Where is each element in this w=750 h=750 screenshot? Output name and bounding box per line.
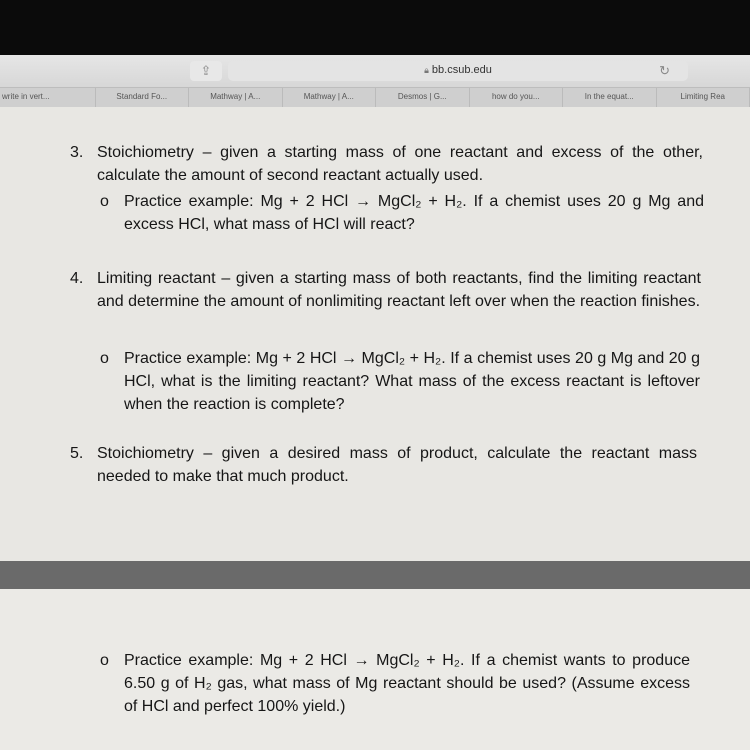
- bookmark-item[interactable]: how do you...: [470, 88, 564, 108]
- monitor-bezel: [0, 0, 750, 55]
- bookmark-item[interactable]: Desmos | G...: [376, 88, 470, 108]
- bullet-icon: o: [100, 193, 109, 210]
- share-icon[interactable]: ⇪: [190, 61, 222, 81]
- bookmark-item[interactable]: In the equat...: [563, 88, 657, 108]
- practice-text: Practice example: Mg + 2 HCl → MgCl₂ + H₂. If a chemist wants to produce 6.50 g of H₂ gas, what mass of Mg reactant should be used? (Assume excess of HCl and perfect 100% yield.): [124, 652, 690, 715]
- item-number: 4.: [70, 270, 84, 287]
- document-page: [0, 107, 750, 561]
- item-text: Stoichiometry – given a desired mass of product, calculate the reactant mass needed to make that much product.: [97, 445, 697, 485]
- page-break-band: [0, 561, 750, 589]
- bookmark-item[interactable]: Limiting Rea: [657, 88, 750, 108]
- address-bar[interactable]: [228, 61, 688, 81]
- bookmark-item[interactable]: Mathway | A...: [189, 88, 283, 108]
- document-page-continued: [0, 589, 750, 750]
- item-text: Stoichiometry – given a starting mass of one reactant and excess of the other, calculate the amount of second reactant actually used.: [97, 144, 703, 184]
- item-number: 5.: [70, 445, 84, 462]
- bookmark-item[interactable]: Mathway | A...: [283, 88, 377, 108]
- bookmark-item[interactable]: write in vert...: [0, 88, 96, 108]
- item-text: Limiting reactant – given a starting mass of both reactants, find the limiting reactant and determine the amount of nonlimiting reactant left over when the reaction finishes.: [97, 270, 701, 310]
- url-text: bb.csub.edu: [431, 64, 492, 76]
- practice-text: Practice example: Mg + 2 HCl → MgCl₂ + H₂. If a chemist uses 20 g Mg and excess HCl, what mass of HCl will react?: [124, 193, 704, 233]
- browser-chrome: [0, 55, 750, 107]
- reload-icon[interactable]: ↻: [659, 63, 670, 78]
- bullet-icon: o: [100, 652, 109, 669]
- url-display: [228, 64, 688, 76]
- bullet-icon: o: [100, 350, 109, 367]
- bookmark-item[interactable]: Standard Fo...: [96, 88, 190, 108]
- lock-icon: 🔒︎: [424, 65, 429, 75]
- item-number: 3.: [70, 144, 84, 161]
- practice-text: Practice example: Mg + 2 HCl → MgCl₂ + H₂. If a chemist uses 20 g Mg and 20 g HCl, what is the limiting reactant? What mass of the excess reactant is leftover when the reaction is complete?: [124, 350, 700, 413]
- bookmarks-bar: [0, 87, 750, 109]
- browser-toolbar: [0, 55, 750, 87]
